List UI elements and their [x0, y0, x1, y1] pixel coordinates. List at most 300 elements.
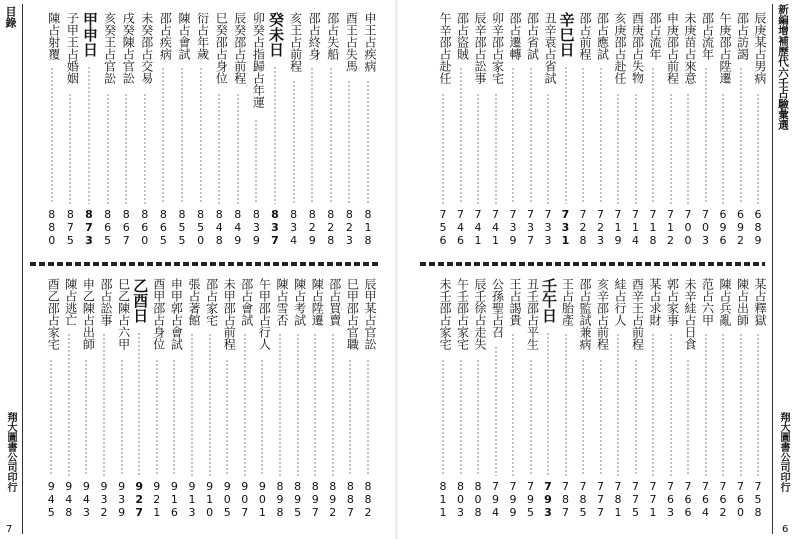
page-digit: 0 — [48, 234, 56, 247]
page-digit: 8 — [474, 480, 482, 493]
leader-dots — [348, 80, 350, 204]
page-digit: 6 — [737, 493, 744, 506]
leader-dots — [635, 359, 637, 476]
page-reference — [610, 208, 626, 247]
page-reference — [219, 480, 235, 519]
page-digit: 1 — [170, 493, 178, 506]
toc-entry-title: 午庚邵占陞遷 — [718, 12, 732, 84]
page-digit: 8 — [178, 208, 186, 221]
page-digit: 5 — [294, 506, 302, 519]
page-digit: 7 — [737, 480, 744, 493]
page-digit: 4 — [457, 221, 464, 234]
toc-entry-title: 子甲王占婚姻 — [65, 12, 80, 84]
page-digit: 7 — [667, 208, 674, 221]
toc-entry-title: 邵占訟事 — [99, 278, 113, 326]
page-digit: 9 — [754, 234, 762, 247]
page-digit: 8 — [290, 208, 298, 221]
page-digit: 3 — [561, 221, 570, 234]
page-digit: 9 — [737, 221, 744, 234]
page-digit: 3 — [527, 221, 534, 234]
day-heading: 甲申日 — [81, 12, 99, 57]
page-digit: 6 — [719, 234, 727, 247]
page-digit: 6 — [457, 234, 464, 247]
toc-entry-title: 邵占前程 — [578, 12, 592, 60]
page-digit: 8 — [252, 208, 260, 221]
toc-entry-title: 邵占流年 — [648, 12, 662, 60]
page-digit: 8 — [439, 480, 447, 493]
toc-entry-title: 郭占家事 — [665, 278, 680, 326]
page-reference — [237, 480, 253, 519]
page-digit: 1 — [649, 506, 657, 519]
page-reference — [137, 208, 153, 247]
page-digit: 5 — [159, 234, 167, 247]
page-digit: 4 — [215, 221, 223, 234]
page-reference — [286, 208, 302, 247]
page-digit: 4 — [65, 493, 73, 506]
page-digit: 8 — [364, 208, 372, 221]
day-heading: 乙酉日 — [131, 278, 150, 323]
page-reference — [174, 208, 190, 247]
page-digit: 9 — [241, 480, 249, 493]
page-digit: 3 — [252, 221, 260, 234]
toc-entry-title: 未癸邵占交易 — [139, 12, 154, 84]
toc-entry-title: 辰庚某占男病 — [753, 12, 767, 84]
page-digit: 2 — [579, 221, 587, 234]
page-digit: 8 — [311, 480, 319, 493]
page-digit: 3 — [188, 506, 196, 519]
page-digit: 3 — [290, 221, 298, 234]
page-digit: 1 — [614, 506, 622, 519]
page-reference — [470, 480, 486, 519]
page-digit: 0 — [457, 493, 464, 506]
page-digit: 7 — [649, 493, 657, 506]
leader-dots — [173, 359, 175, 476]
page-reference — [628, 480, 644, 519]
section-divider — [30, 262, 380, 266]
page-digit: 9 — [258, 480, 266, 493]
page-digit: 5 — [178, 221, 186, 234]
toc-entry-title: 戌癸陳占官訟 — [121, 12, 136, 84]
page-reference — [325, 480, 341, 519]
page-digit: 9 — [82, 480, 90, 493]
leader-dots — [330, 67, 332, 204]
page-digit: 8 — [66, 208, 74, 221]
leader-dots — [162, 67, 164, 204]
leader-dots — [121, 359, 123, 476]
toc-entry-title: 邵占盜賊 — [455, 12, 470, 60]
page-reference — [540, 480, 556, 519]
leader-dots — [107, 93, 109, 204]
page-digit: 9 — [252, 234, 260, 247]
toc-entry-title: 辰癸邵占前程 — [232, 12, 247, 84]
page-reference — [488, 208, 504, 247]
page-digit: 8 — [364, 480, 372, 493]
page-rule — [22, 4, 23, 534]
toc-entry-title: 亥庚邵占赴任 — [613, 12, 627, 84]
page-digit: 3 — [667, 506, 674, 519]
page-reference — [715, 208, 731, 247]
page-digit: 7 — [544, 480, 552, 493]
leader-dots — [85, 359, 87, 476]
page-reference — [558, 480, 574, 519]
leader-dots — [442, 359, 444, 476]
page-digit: 8 — [754, 506, 762, 519]
page-digit: 9 — [527, 493, 534, 506]
toc-entry-title: 辰壬徐占走失 — [473, 278, 487, 350]
page-digit: 8 — [579, 234, 587, 247]
leader-dots — [670, 93, 672, 204]
page-reference — [61, 480, 77, 519]
toc-entry-title: 邵占監試兼病 — [578, 278, 592, 350]
leader-dots — [255, 119, 257, 204]
leader-dots — [740, 67, 742, 204]
page-digit: 7 — [457, 208, 464, 221]
toc-entry-title: 辰辛邵占訟事 — [473, 12, 487, 84]
leader-dots — [477, 359, 479, 476]
leader-dots — [705, 333, 707, 476]
toc-entry-title: 陳占逃亡 — [63, 278, 78, 326]
page-reference — [505, 208, 521, 247]
toc-entry-title: 絓占行人 — [613, 278, 627, 326]
page-reference — [645, 480, 661, 519]
toc-entry-title: 衍占年歲 — [195, 12, 210, 60]
page-reference — [593, 208, 609, 247]
toc-entry-title: 邵占失船 — [325, 12, 340, 60]
publisher-label: 翔大圖書公司印行 — [778, 412, 789, 492]
page-reference — [663, 208, 679, 247]
page-digit: 9 — [206, 480, 214, 493]
page-digit: 7 — [632, 208, 639, 221]
leader-dots — [477, 93, 479, 204]
page-digit: 8 — [234, 208, 242, 221]
page-digit: 8 — [276, 480, 284, 493]
page-digit: 9 — [170, 480, 178, 493]
page-digit: 8 — [614, 493, 622, 506]
page-reference — [750, 480, 766, 519]
leader-dots — [138, 332, 140, 476]
page-digit: 3 — [544, 234, 552, 247]
toc-entry-title: 丑辛袁占省試 — [543, 12, 557, 84]
page-digit: 9 — [135, 480, 144, 493]
toc-entry-title: 某占求財 — [648, 278, 662, 326]
page-digit: 9 — [509, 506, 517, 519]
page-digit: 6 — [170, 506, 178, 519]
toc-entry-title: 未辛絓占日食 — [683, 278, 697, 350]
leader-dots — [652, 67, 654, 204]
page-digit: 6 — [719, 493, 727, 506]
book-gutter — [395, 0, 398, 539]
page-digit: 9 — [153, 480, 161, 493]
page-digit: 9 — [234, 234, 242, 247]
page-digit: 1 — [258, 506, 266, 519]
toc-entry-title: 邵占遷轉 — [508, 12, 522, 60]
page-digit: 9 — [544, 493, 552, 506]
page-reference — [323, 208, 339, 247]
page-digit: 8 — [579, 493, 587, 506]
page-reference — [505, 480, 521, 519]
page-digit: 8 — [141, 208, 149, 221]
page-digit: 8 — [215, 208, 223, 221]
page-digit: 1 — [153, 506, 161, 519]
page-reference — [610, 480, 626, 519]
page-digit: 3 — [702, 234, 709, 247]
toc-entry-title: 邵占買賣 — [327, 278, 342, 326]
page-digit: 5 — [197, 221, 205, 234]
page-reference — [118, 208, 134, 247]
page-digit: 3 — [82, 506, 90, 519]
toc-entry-title: 陳占雪否 — [275, 278, 289, 326]
page-digit: 2 — [719, 506, 727, 519]
page-digit: 9 — [294, 493, 302, 506]
leader-dots — [367, 80, 369, 204]
page-digit: 9 — [223, 480, 231, 493]
toc-entry-title: 陳占陞遷 — [310, 278, 325, 326]
leader-dots — [635, 93, 637, 204]
leader-dots — [530, 67, 532, 204]
page-digit: 0 — [223, 493, 231, 506]
page-reference — [307, 480, 323, 519]
page-digit: 9 — [308, 234, 316, 247]
page-reference — [733, 208, 749, 247]
right-page — [400, 0, 793, 539]
leader-dots — [740, 333, 742, 476]
toc-entry-title: 亥王占前程 — [288, 12, 303, 72]
page-reference — [272, 480, 288, 519]
page-digit: 7 — [562, 506, 569, 519]
leader-dots — [244, 333, 246, 476]
page-digit: 3 — [100, 493, 108, 506]
toc-entry-title: 范占六甲 — [700, 278, 715, 326]
leader-dots — [69, 93, 71, 204]
page-rule — [772, 4, 773, 534]
page-digit: 7 — [597, 506, 604, 519]
page-reference — [155, 208, 171, 247]
page-digit: 3 — [544, 221, 552, 234]
page-digit: 7 — [509, 480, 517, 493]
page-digit: 6 — [702, 493, 709, 506]
page-reference — [184, 480, 200, 519]
page-digit: 7 — [597, 493, 604, 506]
page-digit: 9 — [492, 493, 499, 506]
page-digit: 8 — [104, 208, 112, 221]
leader-dots — [218, 93, 220, 204]
page-digit: 1 — [474, 234, 482, 247]
leader-dots — [757, 333, 759, 476]
page-digit: 2 — [308, 221, 316, 234]
page-reference — [540, 208, 556, 247]
page-reference — [628, 208, 644, 247]
page-digit: 0 — [684, 221, 692, 234]
page-digit: 9 — [100, 480, 108, 493]
page-digit: 9 — [719, 221, 727, 234]
page-digit: 8 — [364, 234, 372, 247]
page-reference — [715, 480, 731, 519]
page-reference — [100, 208, 116, 247]
page-digit: 4 — [82, 493, 90, 506]
page-reference — [470, 208, 486, 247]
page-digit: 7 — [562, 480, 569, 493]
page-digit: 8 — [122, 208, 130, 221]
page-reference — [193, 208, 209, 247]
toc-entry-title: 未壬邵占家宅 — [438, 278, 452, 350]
page-digit: 7 — [241, 506, 249, 519]
page-digit: 8 — [327, 208, 335, 221]
day-heading: 辛巳日 — [557, 12, 576, 57]
page-digit: 7 — [544, 208, 552, 221]
page-digit: 1 — [188, 493, 196, 506]
page-digit: 7 — [667, 480, 674, 493]
leader-dots — [226, 359, 228, 476]
page-digit: 9 — [118, 506, 126, 519]
page-digit: 4 — [492, 506, 499, 519]
page-digit: 5 — [223, 506, 231, 519]
page-reference — [523, 480, 539, 519]
page-reference — [290, 480, 306, 519]
page-digit: 9 — [65, 480, 73, 493]
section-divider — [420, 262, 765, 266]
leader-dots — [274, 66, 276, 204]
toc-entry-title: 王占胎產 — [560, 278, 575, 326]
page-digit: 5 — [579, 506, 587, 519]
page-digit: 5 — [47, 506, 55, 519]
page-digit: 3 — [85, 234, 93, 247]
page-reference — [698, 480, 714, 519]
page-reference — [453, 208, 469, 247]
page-reference — [575, 480, 591, 519]
page-digit: 8 — [364, 493, 372, 506]
page-digit: 7 — [561, 208, 570, 221]
page-digit: 4 — [632, 234, 639, 247]
page-digit: 1 — [561, 234, 570, 247]
leader-dots — [209, 333, 211, 476]
page-digit: 2 — [667, 234, 674, 247]
page-reference — [750, 208, 766, 247]
page-digit: 7 — [754, 480, 762, 493]
page-digit: 8 — [457, 480, 464, 493]
leader-dots — [311, 67, 313, 204]
leader-dots — [125, 93, 127, 204]
page-digit: 7 — [527, 234, 534, 247]
page-reference — [149, 480, 165, 519]
page-reference — [435, 208, 451, 247]
page-digit: 7 — [85, 221, 93, 234]
toc-entry-title: 卯辛邵占家宅 — [490, 12, 505, 84]
leader-dots — [181, 67, 183, 204]
leader-dots — [191, 333, 193, 476]
leader-dots — [617, 93, 619, 204]
toc-entry-title: 陳占兵亂 — [718, 278, 732, 326]
page-digit: 3 — [118, 493, 126, 506]
page-reference — [342, 480, 358, 519]
page-digit: 7 — [311, 506, 319, 519]
toc-entry-title: 酉乙邵占家宅 — [46, 278, 61, 350]
page-digit: 0 — [141, 234, 149, 247]
page-reference — [435, 480, 451, 519]
page-digit: 9 — [47, 480, 55, 493]
toc-entry-title: 申乙陳占出師 — [81, 278, 96, 350]
toc-entry-title: 邵占終身 — [307, 12, 322, 60]
page-digit: 9 — [311, 493, 319, 506]
page-digit: 7 — [614, 480, 622, 493]
leader-dots — [495, 93, 497, 204]
leader-dots — [565, 66, 567, 204]
page-digit: 8 — [65, 506, 73, 519]
page-reference — [680, 480, 696, 519]
page-digit: 6 — [754, 208, 762, 221]
page-digit: 7 — [492, 480, 499, 493]
leader-dots — [670, 333, 672, 476]
page-reference — [341, 208, 357, 247]
leader-dots — [88, 66, 90, 204]
toc-entry-title: 陳占射覆 — [46, 12, 61, 60]
page-digit: 0 — [258, 493, 266, 506]
page-digit: 0 — [206, 506, 214, 519]
page-reference — [44, 208, 60, 247]
toc-entry-title: 酉甲邵占身位 — [151, 278, 166, 350]
day-heading: 癸未日 — [267, 12, 285, 57]
page-number: 6 — [782, 524, 789, 535]
page-reference — [663, 480, 679, 519]
page-digit: 3 — [597, 234, 604, 247]
page-reference — [62, 208, 78, 247]
page-digit: 5 — [439, 221, 447, 234]
toc-entry-title: 王占謁貴 — [508, 278, 522, 326]
page-reference — [211, 208, 227, 247]
page-reference — [230, 208, 246, 247]
page-digit: 7 — [135, 506, 144, 519]
toc-entry-title: 午壬邵占家宅 — [455, 278, 470, 350]
page-digit: 9 — [118, 480, 126, 493]
toc-entry-title: 陳占會試 — [177, 12, 191, 60]
leader-dots — [293, 80, 295, 204]
page-digit: 5 — [178, 234, 186, 247]
page-reference — [114, 480, 130, 519]
page-digit: 3 — [345, 234, 353, 247]
page-digit: 7 — [649, 480, 657, 493]
leader-dots — [144, 93, 146, 204]
page-digit: 0 — [474, 493, 482, 506]
leader-dots — [547, 332, 549, 476]
toc-entry-title: 申甲郭占會試 — [169, 278, 184, 350]
toc-entry-title: 酉辛王占前程 — [630, 278, 645, 350]
page-reference — [645, 208, 661, 247]
leader-dots — [547, 93, 549, 204]
page-digit: 7 — [579, 208, 587, 221]
running-head: 目錄 — [4, 6, 17, 28]
toc-entry-title: 亥癸王占官訟 — [102, 12, 117, 84]
page-digit: 7 — [632, 493, 639, 506]
page-reference — [202, 480, 218, 519]
toc-entry-title: 巳乙陳占六甲 — [116, 278, 131, 350]
page-digit: 7 — [684, 480, 692, 493]
leader-dots — [442, 93, 444, 204]
page-reference — [78, 480, 94, 519]
toc-entry-title: 丑壬邵占平生 — [525, 278, 540, 350]
page-digit: 8 — [474, 506, 482, 519]
page-digit: 8 — [649, 234, 657, 247]
page-digit: 7 — [719, 480, 727, 493]
leader-dots — [51, 67, 53, 204]
page-digit: 4 — [474, 221, 482, 234]
leader-dots — [495, 346, 497, 476]
leader-dots — [279, 333, 281, 476]
toc-entry-title: 申王占疾病 — [363, 12, 377, 72]
leader-dots — [582, 67, 584, 204]
page-digit: 8 — [271, 208, 279, 221]
leader-dots — [687, 359, 689, 476]
page-digit: 1 — [206, 493, 214, 506]
toc-entry-title: 申庚邵占前程 — [665, 12, 680, 84]
